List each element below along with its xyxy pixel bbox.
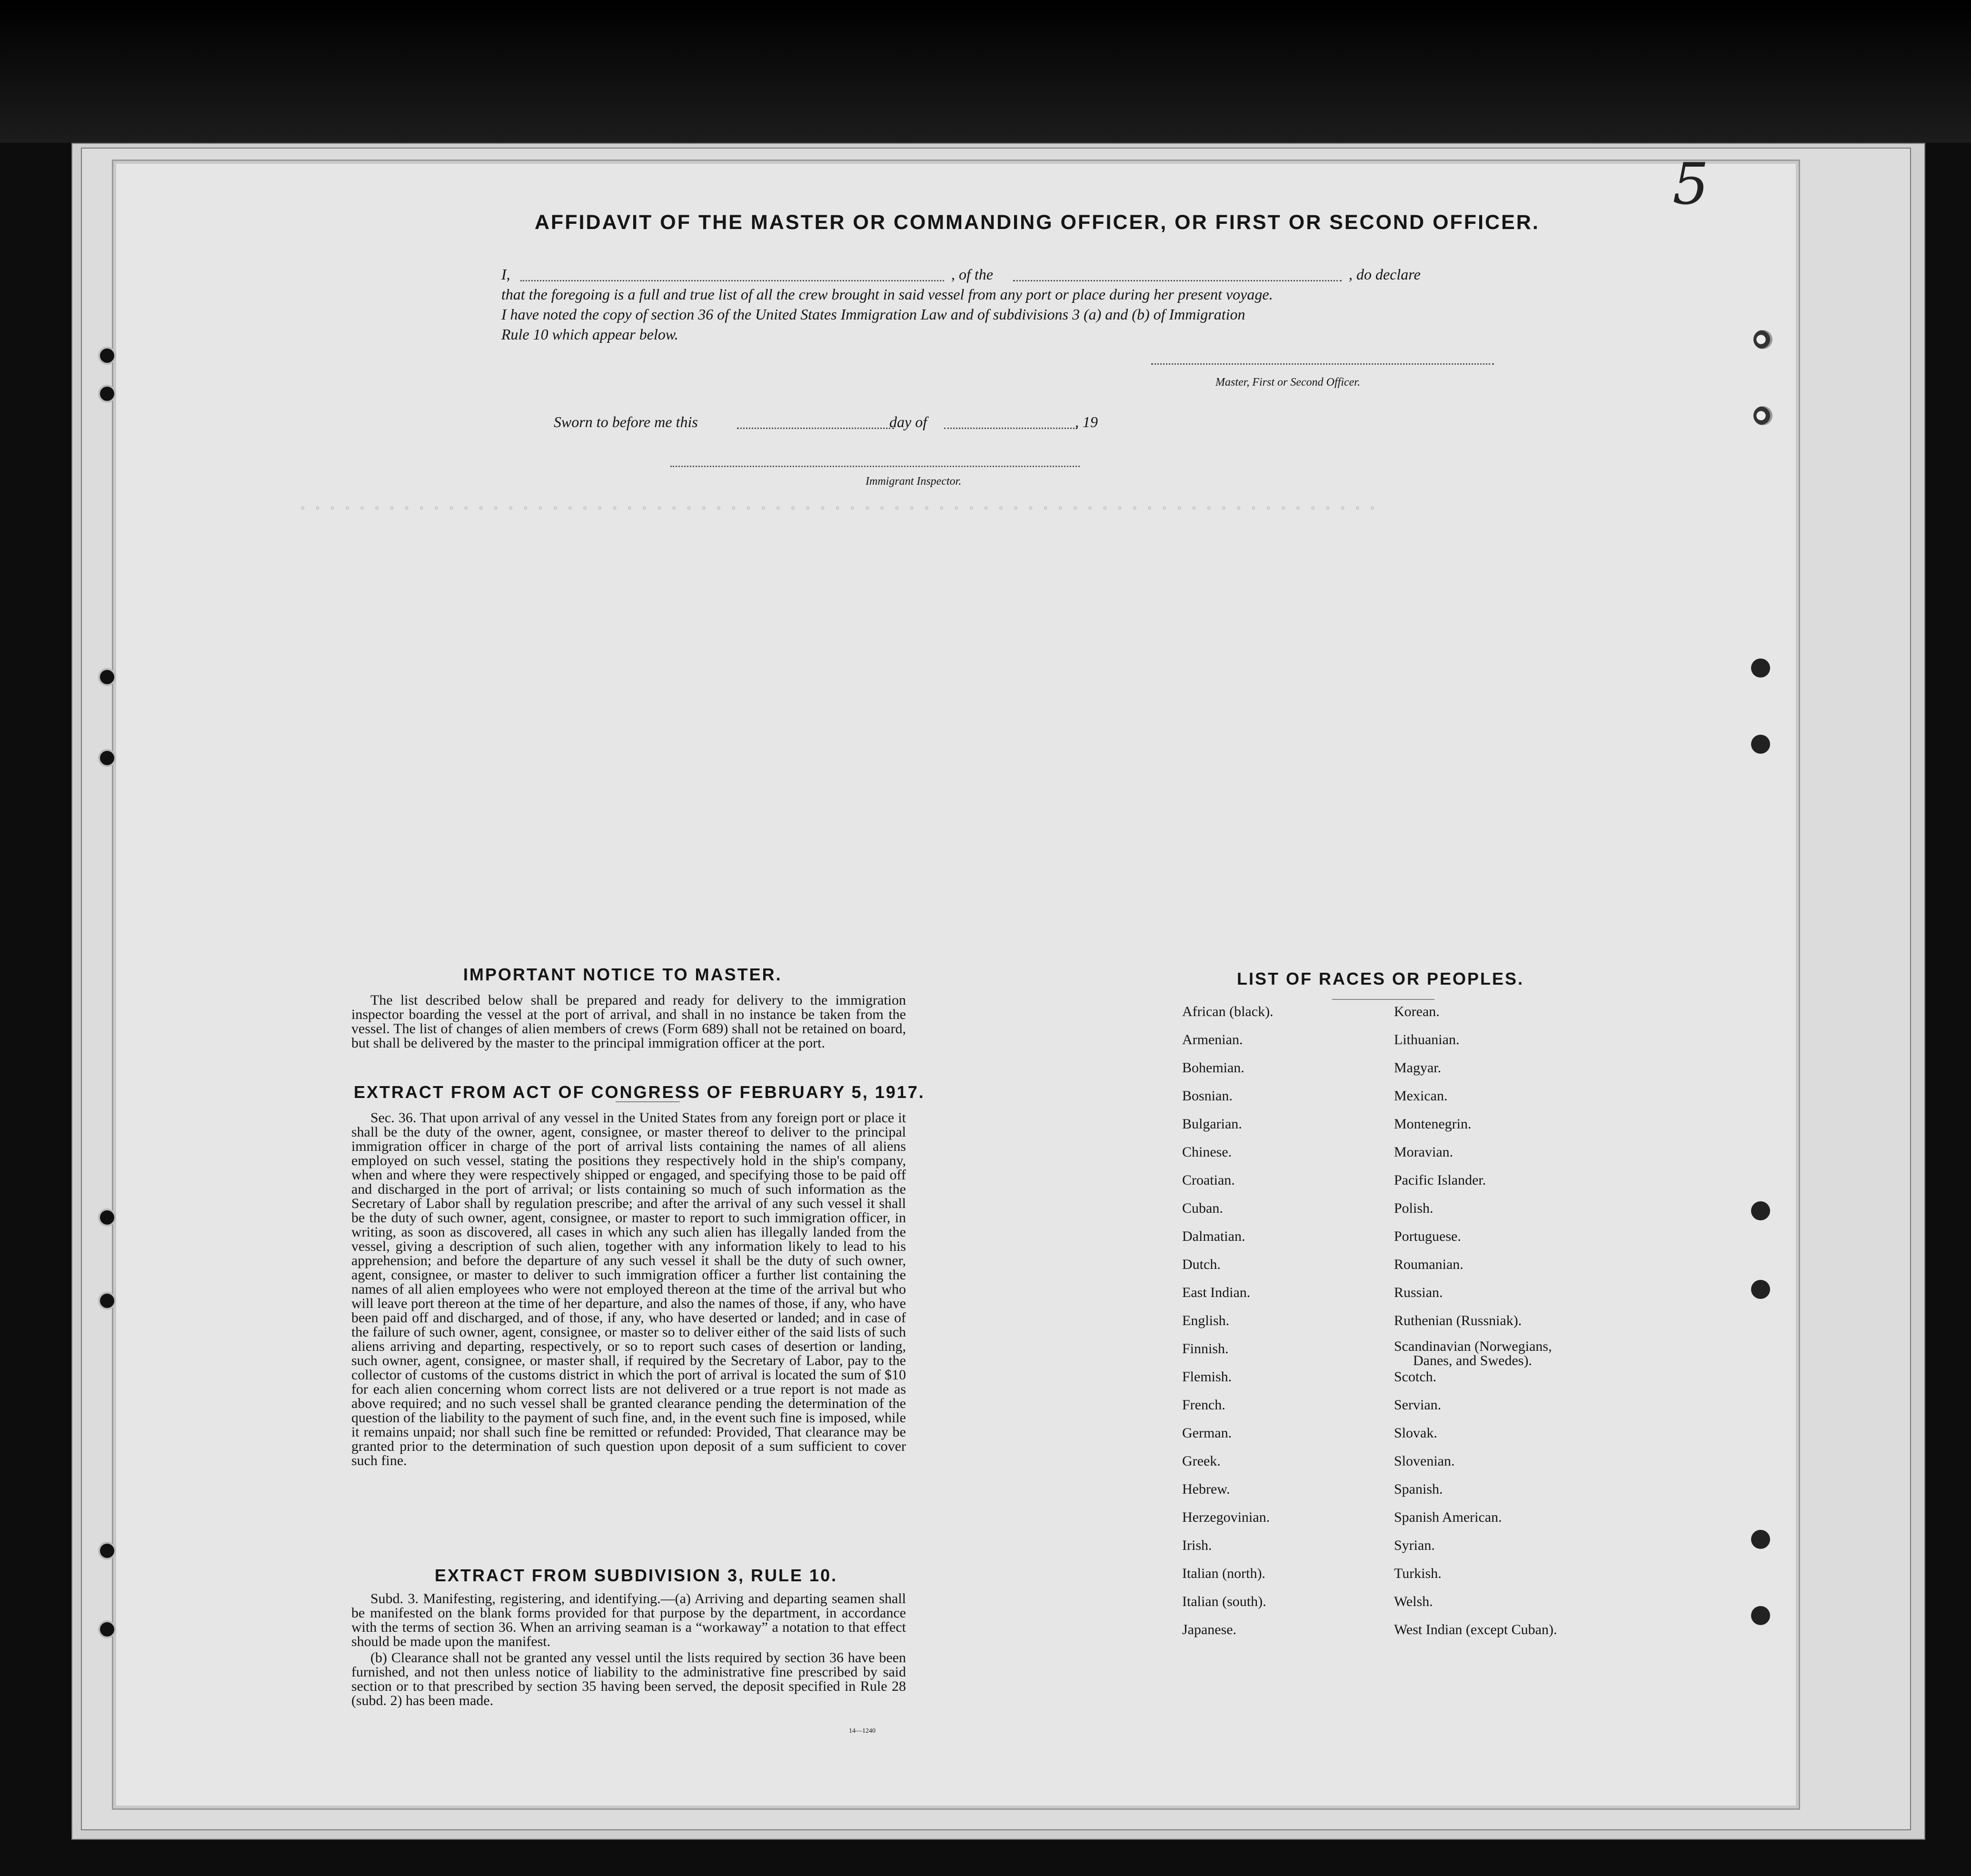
races-right-column	[1394, 1002, 1557, 1648]
year-label: , 19	[1075, 413, 1098, 430]
race-item: Scotch.	[1394, 1369, 1437, 1385]
form-number: 14—1240	[849, 1727, 876, 1735]
affidavit-i: I,	[501, 266, 510, 283]
notice-title: IMPORTANT NOTICE TO MASTER.	[463, 965, 782, 984]
race-item: African (black).	[1182, 1004, 1274, 1019]
notice-text: The list described below shall be prepared and ready for delivery to the immigration inspector boarding the vessel at the port of arrival, and shall in no instance be taken from the vessel. The list of changes of alien members of crews (Form 689) shall not be retained on board, but shall be delivered by the master to the principal immigration officer at the port.	[351, 992, 906, 1051]
race-item: Dutch.	[1182, 1257, 1221, 1272]
bleed-through-text: ◦ ◦ ◦ ◦ ◦ ◦ ◦ ◦ ◦ ◦ ◦ ◦ ◦ ◦ ◦ ◦ ◦ ◦ ◦ ◦ ◦ ◦ ◦ ◦ ◦ ◦ ◦ ◦ ◦ ◦ ◦ ◦ ◦ ◦ ◦ ◦ ◦ ◦ ◦ ◦ ◦ ◦ ◦ ◦ ◦ ◦ ◦ ◦ ◦ ◦ ◦ ◦ ◦ ◦ ◦ ◦ ◦ ◦ ◦ ◦ ◦ ◦ ◦ ◦ ◦ ◦ ◦ ◦ ◦ ◦ ◦ ◦ ◦	[299, 501, 1376, 516]
race-item: Servian.	[1394, 1397, 1442, 1413]
race-item: Bosnian.	[1182, 1088, 1233, 1104]
vessel-blank[interactable]	[1013, 280, 1342, 281]
day-of-label: day of	[889, 413, 927, 430]
races-title: LIST OF RACES OR PEOPLES.	[1237, 969, 1524, 988]
race-item: Slovak.	[1394, 1425, 1437, 1441]
race-item: East Indian.	[1182, 1285, 1251, 1300]
race-item: Spanish.	[1394, 1481, 1443, 1497]
race-item: Japanese.	[1182, 1622, 1237, 1637]
punch-hole	[1751, 659, 1770, 678]
races-left-column	[1182, 1002, 1274, 1648]
race-item: Finnish.	[1182, 1341, 1229, 1357]
signature-blank[interactable]	[1151, 363, 1494, 365]
race-item: West Indian (except Cuban).	[1394, 1622, 1557, 1637]
race-item: Herzegovinian.	[1182, 1509, 1270, 1525]
sworn-label: Sworn to before me this	[554, 413, 698, 430]
race-item: Flemish.	[1182, 1369, 1232, 1385]
notice-body	[351, 993, 906, 1052]
race-item: Pacific Islander.	[1394, 1172, 1486, 1188]
affidavit-line-4: Rule 10 which appear below.	[501, 326, 678, 343]
punch-hole	[1751, 1280, 1770, 1299]
punch-hole	[1751, 1530, 1770, 1549]
race-item: Hebrew.	[1182, 1481, 1230, 1497]
race-item: Montenegrin.	[1394, 1116, 1472, 1132]
signature-label: Master, First or Second Officer.	[1215, 376, 1360, 389]
race-item: Lithuanian.	[1394, 1032, 1460, 1048]
race-item: Welsh.	[1394, 1594, 1433, 1609]
inspector-signature-blank[interactable]	[670, 466, 1080, 467]
race-item: Turkish.	[1394, 1566, 1442, 1581]
race-item: German.	[1182, 1425, 1232, 1441]
race-item: Irish.	[1182, 1537, 1212, 1553]
affidavit-of-the: , of the	[951, 266, 993, 283]
race-item: Dalmatian.	[1182, 1228, 1245, 1244]
race-item: Bulgarian.	[1182, 1116, 1242, 1132]
race-item-multiline	[1394, 1339, 1557, 1367]
binder-hole	[98, 385, 116, 403]
race-item: Armenian.	[1182, 1032, 1243, 1048]
race-item: Mexican.	[1394, 1088, 1448, 1104]
rule-text-b: (b) Clearance shall not be granted any vessel until the lists required by section 36 have been furnished, and not then unless notice of liability to the administrative fine prescribed by said section or to that prescribed by section 35 having been served, the deposit specified in Rule 28 (subd. 2) has been made.	[351, 1650, 906, 1708]
race-item: Chinese.	[1182, 1144, 1232, 1160]
race-item: Syrian.	[1394, 1537, 1435, 1553]
punch-hole	[1753, 406, 1772, 425]
act-body	[351, 1111, 906, 1470]
race-item: Slovenian.	[1394, 1453, 1455, 1469]
race-item: Magyar.	[1394, 1060, 1442, 1076]
act-title: EXTRACT FROM ACT OF CONGRESS OF FEBRUARY 5, 1917.	[354, 1082, 925, 1102]
race-item: English.	[1182, 1313, 1230, 1328]
title-underline	[1332, 999, 1434, 1000]
race-item: Croatian.	[1182, 1172, 1235, 1188]
race-item: Spanish American.	[1394, 1509, 1502, 1525]
punch-hole	[1751, 1201, 1770, 1220]
race-item: Portuguese.	[1394, 1228, 1461, 1244]
punch-hole	[1753, 330, 1772, 349]
rule-text-a: Subd. 3. Manifesting, registering, and identifying.—(a) Arriving and departing seamen shall be manifested on the blank forms provided for that purpose by the department, in accordance with the terms of section 36. When an arriving seaman is a “workaway” a notation to that effect should be made upon the manifest.	[351, 1591, 906, 1649]
binder-hole	[98, 347, 116, 365]
race-item: Ruthenian (Russniak).	[1394, 1313, 1522, 1328]
binder-hole	[98, 1620, 116, 1638]
name-blank[interactable]	[520, 280, 944, 281]
race-item: Korean.	[1394, 1004, 1440, 1019]
month-blank[interactable]	[944, 428, 1077, 429]
race-item: Moravian.	[1394, 1144, 1453, 1160]
race-item: Polish.	[1394, 1200, 1433, 1216]
race-item: Scandinavian (Norwegians,	[1394, 1338, 1552, 1354]
act-text: Sec. 36. That upon arrival of any vessel in the United States from any foreign port or place it shall be the duty of the owner, agent, consignee, or master thereof to deliver to the principal immigration officer in charge of the port of arrival lists containing the names of all aliens employed on such vessel, stating the positions they respectively hold in the ship's company, when and where they were respectively shipped or engaged, and specifying those to be paid off and discharged in the port of arrival; or lists containing so much of such information as the Secretary of Labor shall by regulation prescribe; and after the arrival of any such vessel it shall be the duty of such owner, agent, consignee, or master to report to such immigration officer, in writing, as soon as discovered, all cases in which any such alien has illegally landed from the vessel, giving a description of such alien, together with any information likely to lead to his apprehension; and before the departure of any such vessel it shall be the duty of such owner, agent, consignee, or master to deliver to such immigration officer a further list containing the names of all alien employees who were not employed thereon at the time of the arrival but who will leave port thereon at the time of her departure, and also the names of those, if any, who have been paid off and discharged, and of those, if any, who have deserted or landed; and in case of the failure of such owner, agent, consignee, or master so to deliver either of the said lists of such aliens arriving and departing, respectively, or so to report such cases of desertion or landing, such owner, agent, consignee, or master shall, if required by the Secretary of Labor, pay to the collector of customs of the customs district in which the port of arrival is located the sum of $10 for each alien concerning whom correct lists are not delivered or a true report is not made as above required; and no such vessel shall be granted clearance pending the determination of the question of the liability to the payment of such fine, and, in the event such fine is imposed, while it remains unpaid; nor shall such fine be remitted or refunded: Provided, That clearance may be granted prior to the determination of such question upon deposit of a sum sufficient to cover such fine.	[351, 1110, 906, 1468]
race-item: Cuban.	[1182, 1200, 1223, 1216]
scanner-top-band	[0, 0, 1971, 143]
race-item-continuation: Danes, and Swedes).	[1413, 1353, 1532, 1368]
rule-body	[351, 1592, 906, 1710]
affidavit-title: AFFIDAVIT OF THE MASTER OR COMMANDING OFFICER, OR FIRST OR SECOND OFFICER.	[535, 211, 1540, 234]
title-underline	[616, 1101, 680, 1102]
race-item: Roumanian.	[1394, 1257, 1463, 1272]
binder-hole	[98, 668, 116, 686]
binder-hole	[98, 1542, 116, 1560]
race-item: Italian (north).	[1182, 1566, 1265, 1581]
race-item: French.	[1182, 1397, 1225, 1413]
inspector-label: Immigrant Inspector.	[866, 475, 962, 488]
binder-hole	[98, 1292, 116, 1310]
punch-hole	[1751, 1606, 1770, 1625]
binder-hole	[98, 749, 116, 767]
sheet-number: 5	[1672, 151, 1709, 218]
race-item: Russian.	[1394, 1285, 1443, 1300]
document-page	[112, 151, 1800, 1810]
affidavit-line-2: that the foregoing is a full and true list of all the crew brought in said vessel from any port or place during her present voyage.	[501, 286, 1273, 303]
sworn-day-blank[interactable]	[737, 428, 894, 429]
race-item: Greek.	[1182, 1453, 1221, 1469]
rule-title: EXTRACT FROM SUBDIVISION 3, RULE 10.	[435, 1566, 838, 1585]
affidavit-do-declare: , do declare	[1349, 266, 1421, 283]
race-item: Bohemian.	[1182, 1060, 1244, 1076]
race-item: Italian (south).	[1182, 1594, 1266, 1609]
affidavit-line-3: I have noted the copy of section 36 of the United States Immigration Law and of subdivisions 3 (a) and (b) of Immigration	[501, 306, 1245, 323]
punch-hole	[1751, 735, 1770, 754]
binder-hole	[98, 1208, 116, 1227]
